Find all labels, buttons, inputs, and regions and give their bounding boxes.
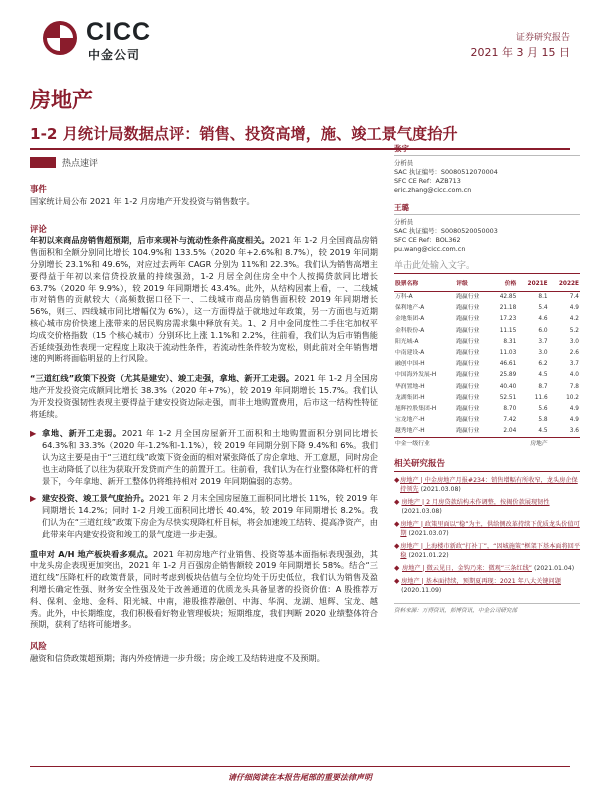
bullet-icon: ◆ (394, 475, 400, 484)
cell-name: 万科-A (395, 294, 413, 301)
cell-price: 11.15 (499, 327, 517, 334)
related-report-link[interactable]: 房地产 | 政策里面以“稳”为主，供给侧改革持续下优质龙头价值可期 (400, 520, 580, 537)
report-date: 2021 年 3 月 15 日 (470, 46, 570, 59)
cell-pe-2022: 4.2 (569, 316, 579, 323)
table-row (394, 382, 580, 393)
cell-name: 保利地产-A (395, 305, 425, 312)
list-item[interactable] (394, 498, 580, 516)
related-report-date: (2021.03.08) (420, 485, 461, 493)
cell-rating: 跑赢行业 (456, 350, 480, 357)
analyst-divider (394, 155, 580, 156)
bullet-icon: ◆ (394, 497, 400, 506)
bullet-2-marker: ▶ (30, 493, 37, 504)
table-row (394, 348, 580, 359)
legal-footer: 请仔细阅读在本报告尾部的重要法律声明 (228, 773, 372, 782)
comment-paragraph-3 (30, 549, 378, 632)
bullet-icon: ◆ (394, 519, 400, 528)
cell-name: 金地集团-A (395, 316, 425, 323)
cell-pe-2022: 3.0 (569, 338, 579, 345)
table-row (394, 337, 580, 348)
comment-paragraph-1 (30, 235, 378, 365)
cell-price: 52.51 (499, 394, 517, 401)
cell-rating: 跑赢行业 (456, 405, 480, 412)
cell-pe-2022: 4.9 (569, 417, 579, 424)
bullet-2-lead: 建安投资、竣工景气度抬升。 (42, 493, 149, 504)
comment-paragraph-2-body: 2021 年 1-2 月全国房地产开发投资完成额同比增长 38.3%（2020 年+7%），较 2019 年同期增长 15.7%。我们认为开发投资强韧性表现主要得益于建安投资边际走强，而非土地购置费用，后市这一结构性特征将延续。 (30, 373, 378, 419)
cell-price: 40.40 (499, 383, 517, 390)
placeholder-hint: 单击此处输入文字。 (394, 261, 476, 271)
cell-pe-2021: 3.7 (538, 338, 548, 345)
body-column (30, 184, 378, 665)
analyst-email[interactable]: pu.wang@cicc.com.cn (394, 245, 466, 253)
related-report-date: (2021.03.08) (401, 507, 442, 515)
related-report-link[interactable]: 房地产 | 基本面持续，预期夏再现：2021 年八大关键问题 (401, 577, 561, 585)
table-row (394, 438, 580, 450)
analyst-block-1 (394, 144, 580, 195)
cell-pe-2022: 4.9 (569, 305, 579, 312)
list-item[interactable] (394, 542, 580, 560)
cell-price: 2.04 (503, 428, 517, 435)
cell-name: 华润置地-H (395, 383, 425, 390)
cell-rating: 跑赢行业 (456, 428, 480, 435)
bullet-1-body: 2021 年 1-2 月全国房屋新开工面积和土地购置面积分别同比增长 64.3%和 33.3%（2020 年-1.2%和-1.1%），较 2019 年同期分别下降 9.4%和 6%。我们认为这主要是由于“三道红线”政策下资金面的相对紧张降低了房企拿地、开工意愿，同时房企也主动降低了以往为获取开发贷而产生的前置开工。往前看，我们认为在行业整体降杠杆的背景下，今年拿地、新开工整体仍将维持相对 2019 年同期偏弱的态势。 (42, 428, 378, 486)
cell-pe-2021: 6.0 (538, 327, 548, 334)
table-row (394, 359, 580, 370)
related-report-date: (2021.03.07) (408, 529, 449, 537)
cell-price: 17.23 (499, 316, 517, 323)
table-row (394, 415, 580, 426)
event-text: 国家统计局公布 2021 年 1-2 月房地产开发投资与销售数字。 (30, 195, 255, 206)
cell-pe-2022: 4.9 (569, 405, 579, 412)
table-row (394, 314, 580, 325)
related-report-link[interactable]: 房地产 | 微云见日，金钩乃来：微观“三条红线” (402, 564, 532, 572)
cell-pe-2021: 4.5 (538, 428, 548, 435)
table-row (394, 326, 580, 337)
cell-name: 中国海外发展-H (395, 372, 437, 379)
cell-price: 42.85 (499, 294, 517, 301)
risk-heading: 风险 (30, 641, 47, 652)
cell-pe-2022: 7.8 (569, 383, 579, 390)
related-report-link[interactable]: 房地产 | 中金房地产月报#234：销售增幅有所收窄，龙头房企保持领先 (400, 476, 578, 493)
cicc-logo-icon (42, 20, 78, 56)
report-type: 证券研究报告 (515, 33, 570, 43)
bullet-icon: ◆ (394, 576, 400, 585)
cell-rating (455, 438, 491, 450)
cell-pe-2021: 5.8 (538, 417, 548, 424)
bullet-1-marker: ▶ (30, 428, 37, 439)
bullet-1 (30, 428, 378, 487)
list-item[interactable] (394, 577, 580, 595)
comment-paragraph-1-body: 2021 年 1-2 月全国商品房销售面积和全额分别同比增长 104.9%和 133.5%（2020 年+2.6%和 8.7%），较 2019 年同期分别增长 23.1%和 49.6%，对应过去两年 CAGR 分别为 11%和 22.3%。我们认为销售高增主要得益于年初以来信贷投放量的持续强劲，1-2 月居全剑住房全中个人按揭贷款同比增长 63.7%（2020 年 9.9%），较 2019 年同期增长 43.4%。此外，从结构因素上看，一、二线城市对销售的贡献较大（高频数据口径下一、二线城市商品房销售面积较 2019 年同期增长 56%，则三、四线城市同比增幅仅为 6%），这一方面得益于就地过年政策，另一方面也与近期核心城市房价快速上涨带来的居民购房需求集中释放有关。1、2 月中金同度性二手住宅加权平均成交价格指数（15 个核心城市）分别环比上涨 1.1%和 2.2%，往前看，我们认为后市销售能否延续强劲性表现一定程度上取决于流动性条件，若流动性条件较为宽松，则此前对全年销售增速的判断将面临明显的上行风险。 (30, 235, 378, 364)
analyst-sfc: SFC CE Ref：BOL362 (394, 236, 461, 244)
cell-pe-2021: 4.5 (538, 372, 548, 379)
cell-rating: 跑赢行业 (456, 305, 480, 312)
report-tag (30, 156, 98, 169)
cell-pe-2022: 5.2 (569, 327, 579, 334)
table-top-rule (394, 273, 580, 274)
bullet-icon: ◆ (394, 541, 400, 550)
table-row (394, 303, 580, 314)
cell-price (491, 438, 517, 450)
cell-name: 越秀地产-H (395, 428, 425, 435)
cell-rating: 跑赢行业 (456, 294, 480, 301)
event-heading: 事件 (30, 184, 47, 194)
related-report-link[interactable]: 房地产 | 上海楼市新政“打补丁”，“因城施策”框架下基本面将回平稳 (400, 542, 581, 559)
cell-name: 宝龙地产-H (395, 417, 425, 424)
cell-pe-2021: 8.1 (538, 294, 548, 301)
list-item[interactable] (394, 564, 580, 573)
cell-pe-2021: 5.6 (538, 405, 548, 412)
cell-name: 融创中国-H (395, 361, 425, 368)
cell-industry: 房地产 (530, 440, 548, 447)
list-item[interactable] (394, 520, 580, 538)
cell-name: 旭辉控股集团-H (395, 405, 437, 412)
table-row (394, 426, 580, 438)
analyst-name: 王璐 (394, 203, 409, 212)
related-report-date: (2020.11.09) (401, 586, 442, 594)
cell-price: 8.31 (503, 338, 517, 345)
cell-pe-2021: 6.2 (538, 361, 548, 368)
col-price: 价格 (491, 278, 517, 292)
related-report-date: (2021.01.04) (533, 564, 575, 572)
cell-name: 金科股份-A (395, 327, 425, 334)
cell-pe-2022: 3.7 (569, 361, 579, 368)
cell-name: 中金一级行业 (395, 440, 430, 447)
cell-pe-2021: 4.6 (538, 316, 548, 323)
analyst-sac: SAC 执证编号：S0080512070004 (394, 168, 498, 176)
cell-pe-2022: 2.6 (569, 350, 579, 357)
analyst-block-2 (394, 203, 580, 254)
cell-rating: 跑赢行业 (456, 383, 480, 390)
table-row (394, 292, 580, 304)
stock-table (394, 278, 580, 450)
cell-pe-2021: 11.6 (534, 394, 548, 401)
cell-pe-2022: 7.4 (569, 294, 579, 301)
analyst-email[interactable]: eric.zhang@cicc.com.cn (394, 186, 472, 194)
comment-paragraph-1-lead: 年初以来商品房销售超预期，后市来现补与流动性条件高度相关。 (30, 235, 270, 246)
tag-label: 热点速评 (62, 159, 99, 169)
cell-rating: 跑赢行业 (456, 394, 480, 401)
cell-rating: 跑赢行业 (456, 361, 480, 368)
cell-price: 8.70 (503, 405, 517, 412)
footer-divider (30, 766, 570, 767)
source-note: 资料来源：万得资讯，彭博资讯，中金公司研究部 (394, 607, 518, 614)
comment-heading: 评论 (30, 223, 47, 234)
related-report-date: (2021.01.22) (408, 551, 449, 559)
cell-price: 11.03 (499, 350, 517, 357)
bullet-1-lead: 拿地、新开工走弱。 (42, 428, 122, 439)
cell-pe-2021: 5.4 (538, 305, 548, 312)
related-reports-list (394, 476, 580, 595)
cell-rating: 跑赢行业 (456, 338, 480, 345)
cell-price: 46.61 (499, 361, 517, 368)
related-report-link[interactable]: 房地产 | 2 月房贷款结构未作调整，按揭价款展现韧性 (401, 498, 550, 506)
col-stock-name: 股票名称 (394, 278, 455, 292)
section-title: 房地产 (30, 87, 93, 112)
stock-table-header (394, 278, 580, 292)
logo-chinese-name: 中金公司 (88, 48, 141, 62)
tag-marker (30, 157, 56, 168)
sidebar (394, 144, 580, 616)
cell-pe-2021: 3.0 (538, 350, 548, 357)
comment-paragraph-2-lead: “三道红线”政策下投资（尤其是建安）、竣工走强，拿地、新开工走弱。 (30, 373, 295, 384)
analyst-sac: SAC 执证编号：S0080520050003 (394, 227, 498, 235)
related-divider (394, 471, 580, 472)
col-2021e: 2021E (517, 278, 548, 292)
table-row (394, 370, 580, 381)
analyst-role: 分析员 (394, 218, 414, 226)
comment-paragraph-2 (30, 373, 378, 420)
cell-pe-2022: 10.2 (566, 394, 579, 401)
cell-rating: 跑赢行业 (456, 372, 480, 379)
table-row (394, 404, 580, 415)
cell-price: 25.89 (499, 372, 517, 379)
col-2022e: 2022E (549, 278, 580, 292)
list-item[interactable] (394, 476, 580, 494)
analyst-name: 张宇 (394, 144, 409, 153)
analyst-sfc: SFC CE Ref：AZB713 (394, 177, 461, 185)
page-title: 1-2 月统计局数据点评：销售、投资高增，施、竣工景气度抬升 (30, 125, 458, 143)
cell-pe-2021: 8.7 (538, 383, 548, 390)
cell-pe-2022: 4.0 (569, 372, 579, 379)
related-reports-heading: 相关研究报告 (394, 458, 446, 469)
cell-name: 龙湖集团-H (395, 394, 425, 401)
cell-rating: 跑赢行业 (456, 316, 480, 323)
cell-pe-2022 (549, 438, 580, 450)
cell-rating: 跑赢行业 (456, 417, 480, 424)
analyst-role: 分析员 (394, 159, 414, 167)
bullet-icon: ◆ (394, 563, 400, 572)
cell-rating: 跑赢行业 (456, 327, 480, 334)
cell-pe-2022: 3.6 (569, 428, 579, 435)
comment-paragraph-3-body: 2021 年初房地产行业销售、投资等基本面指标表现强劲，其中龙头房企表现更加突出，2021 年 1-2 月百强房企销售额较 2019 年同期增长 58%。结合“三道红线”压降杠杆的政策背景，同时考虑到板块估值与全位均处于历史低位，我们认为销售及盈利增长确定性强、财务安全性强及处于改善通道的优质龙头具备显著的投资价值：A 股推荐万科、保利、金地、金科、阳光城、中南，港股推荐融创、中海、华润、龙湖、旭辉、宝龙、越秀。此外，中长期维度，我们积极看好物业管理板块；短期维度，我们判断 2020 业绩整体符合预期，获利了结将可能增多。 (30, 548, 378, 630)
cell-name: 阳光城-A (395, 338, 419, 345)
logo-wordmark: CICC (86, 18, 152, 46)
cell-price: 7.42 (503, 417, 517, 424)
cell-name: 中南建设-A (395, 350, 425, 357)
bullet-2 (30, 493, 378, 540)
analyst-divider (394, 214, 580, 215)
col-rating: 评级 (455, 278, 491, 292)
comment-paragraph-3-lead: 重申对 A/H 地产板块看多观点。 (30, 548, 154, 559)
table-row (394, 393, 580, 404)
bullet-2-body: 2021 年 2 月末全国房屋施工面积同比增长 11%，较 2019 年同期增长 14.2%；同时 1-2 月竣工面积同比增长 40.4%，较 2019 年同期增长 8.2%。我们认为在“三道红线”政策下房企为尽快实现降杠杆目标，将会加速竣工结转、提高净资产，由此带来年内建安投资和竣工的景气度进一步走强。 (42, 493, 378, 539)
cell-price: 21.18 (499, 305, 517, 312)
source-divider (394, 603, 580, 604)
risk-text: 融资和信贷政策超预期；海内外疫情进一步升级；房企竣工及结转进度不及预期。 (30, 652, 325, 663)
